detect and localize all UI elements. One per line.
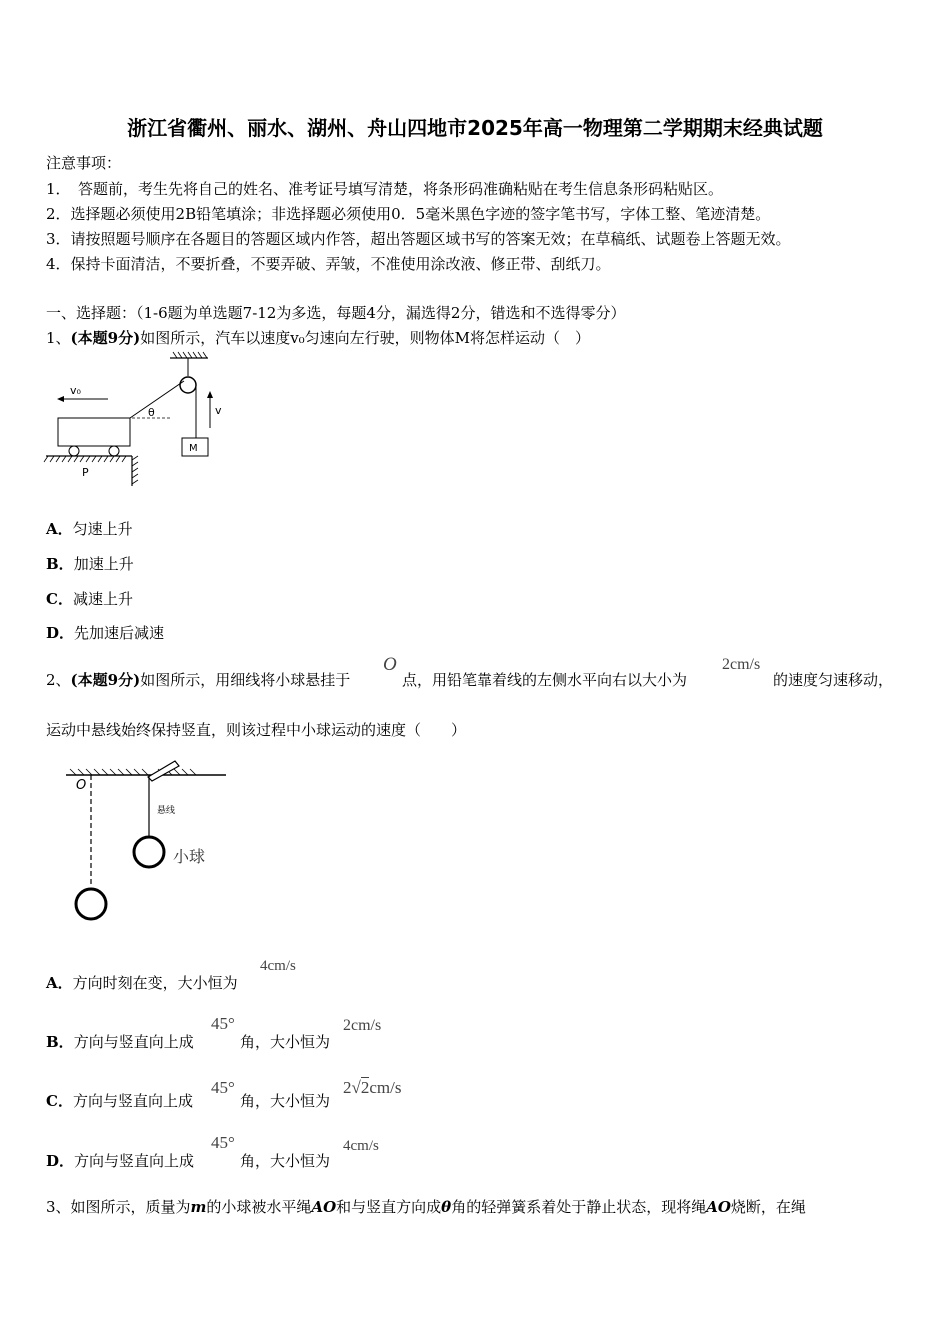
option-letter: C． xyxy=(46,590,73,608)
q3-text: 3、如图所示，质量为 xyxy=(46,1198,191,1216)
option-text: 减速上升 xyxy=(72,590,133,608)
q1-option-c xyxy=(46,588,133,609)
option-text: 角，大小恒为 xyxy=(240,1152,331,1170)
option-text: 先加速后减速 xyxy=(74,624,165,642)
q1-label-v: v xyxy=(215,404,222,417)
option-text: 角，大小恒为 xyxy=(240,1092,331,1110)
option-letter: C． xyxy=(46,1092,73,1110)
q2-d-angle: 45° xyxy=(211,1133,235,1152)
math-coefficient: 2 xyxy=(343,1078,352,1097)
q2-figure xyxy=(60,755,240,925)
option-text: 方向与竖直向上成 xyxy=(73,1033,194,1051)
q1-label-P: P xyxy=(82,466,89,479)
q2-stem-line2: 运动中悬线始终保持竖直，则该过程中小球运动的速度（ ） xyxy=(46,721,467,739)
sqrt-sign: √ xyxy=(351,1078,361,1097)
q3-text: 的小球被水平绳 xyxy=(206,1198,312,1216)
q1-option-d xyxy=(46,622,164,643)
option-text: 角，大小恒为 xyxy=(240,1033,331,1051)
q1-option-b xyxy=(46,553,134,574)
option-text: 方向与竖直向上成 xyxy=(74,1152,195,1170)
option-letter: B． xyxy=(46,1033,74,1051)
q2-label-ball: 小球 xyxy=(173,847,206,866)
notice-item: 3．请按照题号顺序在各题目的答题区域内作答，超出答题区域书写的答案无效；在草稿纸、试题卷上答题无效。 xyxy=(46,230,791,248)
q1-stem xyxy=(46,327,590,348)
math-unit: cm/s xyxy=(369,1078,402,1097)
q2-c-speed xyxy=(343,1078,401,1098)
q3-rope: AO xyxy=(311,1198,337,1216)
q2-b-speed: 2cm/s xyxy=(343,1017,382,1034)
q2-option-d xyxy=(46,1150,194,1171)
option-text: 匀速上升 xyxy=(72,520,133,538)
q2-text: 的速度匀速移动， xyxy=(773,671,894,689)
q2-stem-line1 xyxy=(46,669,350,690)
q2-option-c xyxy=(46,1090,193,1111)
q1-label-theta: θ xyxy=(148,406,155,419)
option-letter: D． xyxy=(46,624,75,642)
q3-rope: AO xyxy=(706,1198,731,1216)
q2-b-angle: 45° xyxy=(211,1014,235,1033)
option-text: 方向与竖直向上成 xyxy=(72,1092,193,1110)
notice-item: 4．保持卡面清洁，不要折叠，不要弄破、弄皱，不准使用涂改液、修正带、刮纸刀。 xyxy=(46,255,611,273)
q2-score: (本题9分) xyxy=(70,671,141,689)
q3-stem xyxy=(46,1196,806,1217)
q1-number: 1、 xyxy=(46,329,71,347)
q1-text: 如图所示，汽车以速度v₀匀速向左行驶，则物体M将怎样运动（ ） xyxy=(140,329,591,347)
q2-c-angle: 45° xyxy=(211,1078,235,1097)
q2-d-speed: 4cm/s xyxy=(343,1138,379,1154)
q3-text: 烧断，在绳 xyxy=(730,1198,806,1216)
q2-point-O: O xyxy=(383,654,397,675)
q2-number: 2、 xyxy=(46,671,71,689)
notice-item: 2．选择题必须使用2B铅笔填涂；非选择题必须使用0．5毫米黑色字迹的签字笔书写，字体工整、笔迹清楚。 xyxy=(46,205,771,223)
q2-text: 点，用铅笔靠着线的左侧水平向右以大小为 xyxy=(402,671,688,689)
q1-figure xyxy=(40,350,240,490)
q1-label-M: M xyxy=(189,443,198,454)
q3-mass: m xyxy=(190,1198,207,1216)
option-letter: B． xyxy=(46,555,74,573)
page-title: 浙江省衢州、丽水、湖州、舟山四地市2025年高一物理第二学期期末经典试题 xyxy=(127,116,823,140)
q3-angle: θ xyxy=(441,1198,452,1216)
q1-option-a xyxy=(46,518,133,539)
q2-label-thread: 悬线 xyxy=(157,806,176,816)
q2-label-O: O xyxy=(76,778,87,793)
option-text: 加速上升 xyxy=(73,555,134,573)
q1-label-v0: v₀ xyxy=(70,384,81,397)
section-heading: 一、选择题：（1-6题为单选题7-12为多选，每题4分，漏选得2分，错选和不选得零分） xyxy=(46,304,626,322)
q3-text: 和与竖直方向成 xyxy=(336,1198,442,1216)
q3-text: 角的轻弹簧系着处于静止状态，现将绳 xyxy=(451,1198,707,1216)
q2-option-a xyxy=(46,972,238,993)
q2-speed: 2cm/s xyxy=(722,656,761,673)
q2-a-speed: 4cm/s xyxy=(260,958,296,974)
q2-text: 如图所示，用细线将小球悬挂于 xyxy=(140,671,351,689)
notice-item: 1． 答题前，考生先将自己的姓名、准考证号填写清楚，将条形码准确粘贴在考生信息条形码粘贴区。 xyxy=(46,180,724,198)
notice-heading: 注意事项： xyxy=(46,154,122,172)
option-text: 方向时刻在变，大小恒为 xyxy=(72,974,238,992)
option-letter: D． xyxy=(46,1152,75,1170)
q1-score: (本题9分) xyxy=(70,329,141,347)
math-radicand: 2 xyxy=(360,1078,370,1097)
option-letter: A． xyxy=(46,974,73,992)
option-letter: A． xyxy=(46,520,73,538)
q2-option-b xyxy=(46,1031,194,1052)
